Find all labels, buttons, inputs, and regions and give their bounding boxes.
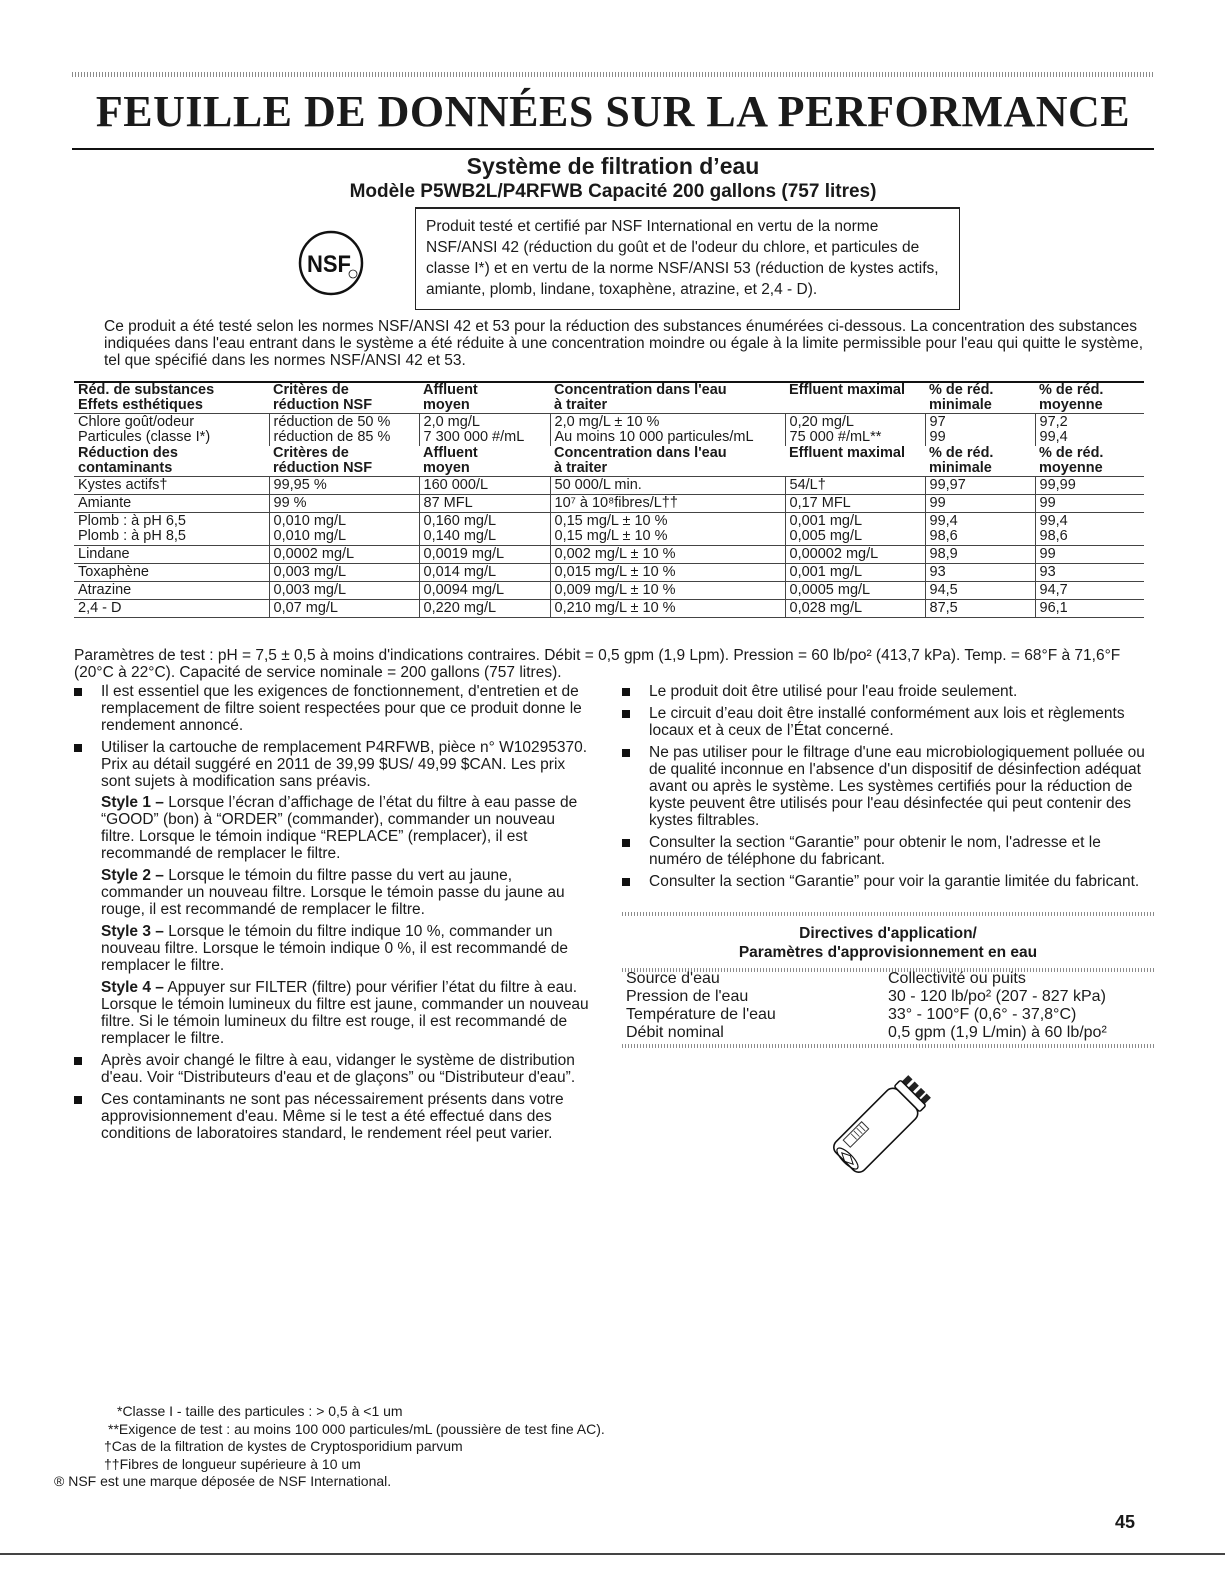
style-label: Style 4 – [101,979,164,996]
bullet-text: Ces contaminants ne sont pas nécessairement présents dans votre approvisionnement d'eau. Même si le test a été effectué dans des conditions de laboratoires standard, le rendement réel peut varier. [101,1091,564,1142]
table-row [74,495,1144,513]
table-header-row-cell: Concentration dans l'eau à traiter [554,445,727,476]
table-row [74,546,1144,564]
style-label: Style 2 – [101,867,164,884]
bullet-icon [622,749,630,757]
left-column [74,683,589,1147]
table-row-cell: Lindane [74,546,269,564]
table-row-cell: 0,028 mg/L [785,600,925,618]
table-header-row [74,382,1144,414]
table-row-cell: 96,1 [1035,600,1144,618]
table-row-cell: 97,2 99,4 [1035,414,1144,447]
bullet-text: Il est essentiel que les exigences de fonctionnement, d'entretien et de remplacement de filtre soient respectées pour que ce produit donne le rendement annoncé. [101,683,582,734]
table-header-row-cell: % de réd. moyenne [1035,382,1144,414]
page-title: FEUILLE DE DONNÉES SUR LA PERFORMANCE [95,87,1131,136]
table-row-cell: 99 % [269,495,419,513]
bullet-text: Ne pas utiliser pour le filtrage d'une eau microbiologiquement polluée ou de qualité inconnue en l'absence d'un dispositif de désinfection adéquat avant ou après le système. Les systèmes certifiés pour la réduction de kyste peuvent être utilisés pour l'eau désinfectée qui peut contenir des kystes filtrables. [649,744,1145,829]
nsf-logo-text: NSF [307,251,351,278]
list-item [622,873,1152,890]
bullet-icon [74,1057,82,1065]
table-row-cell: 0,003 mg/L [269,564,419,582]
bullet-text: Le circuit d’eau doit être installé conformément aux lois et règlements locaux et à ceux de l’État concerné. [649,705,1125,739]
table-header-row-cell: % de réd. minimale [929,445,994,476]
test-parameters: Paramètres de test : pH = 7,5 ± 0,5 à moins d'indications contraires. Débit = 0,5 gpm (1,9 Lpm). Pression = 60 lb/po² (413,7 kPa). Temp. = 68°F à 71,6°F (20°C à 22°C). Capacité de service nominale = 200 gallons (757 litres). [74,647,1121,681]
application-row-cell: 30 - 120 lb/po² (207 - 827 kPa) [888,988,1106,1005]
hatch-rule [622,912,1154,916]
section-subtitle: Système de filtration d’eau [466,153,760,179]
table-row-cell: 0,220 mg/L [419,600,550,618]
table-header-row-cell: Réduction des contaminants [78,445,178,476]
style-text: Lorsque l’écran d’affichage de l’état du filtre à eau passe de “GOOD” (bon) à “ORDER” (commander), commander un nouveau filtre. Lorsque le témoin indique “REPLACE” (remplacer), il est recommandé de remplacer le filtre. [101,794,578,862]
bullet-text: Utiliser la cartouche de remplacement P4RFWB, pièce n° W10295370. Prix au détail suggéré en 2011 de 39,99 $US/ 49,99 $CAN. Les prix sont sujets à modification sans préavis. [101,739,588,790]
water-filter-cartridge-illustration [820,1066,940,1186]
table-row-cell: 0,0002 mg/L [269,546,419,564]
table-row-cell: Toxaphène [74,564,269,582]
table-row-cell: Atrazine [74,582,269,600]
table-row-cell: 0,0005 mg/L [785,582,925,600]
table-row-cell: Plomb : à pH 6,5 Plomb : à pH 8,5 [74,513,269,546]
table-row-cell: 0,001 mg/L [785,564,925,582]
footnote: ® NSF est une marque déposée de NSF International. [54,1473,392,1489]
table-header-row-cell: Affluent moyen [423,445,478,476]
table-header-row-cell: Réd. de substances Effets esthétiques [74,382,269,414]
style-label: Style 3 – [101,923,164,940]
bullet-text: Consulter la section “Garantie” pour obtenir le nom, l'adresse et le numéro de téléphone du fabricant. [649,834,1101,868]
table-row-cell: 99,99 [1035,477,1144,495]
table-row [74,477,1144,495]
table-row-cell: 99 [925,495,1035,513]
table-row-cell: 0,001 mg/L 0,005 mg/L [785,513,925,546]
certification-box: Produit testé et certifié par NSF International en vertu de la norme NSF/ANSI 42 (réduction du goût et de l'odeur du chlore, et particules de classe I*) et en vertu de la norme NSF/ANSI 53 (réduction de kystes actifs, amiante, plomb, lindane, toxaphène, atrazine, et 2,4 - D). [415,207,960,310]
style-label: Style 1 – [101,794,164,811]
table-header-row-cell: Affluent moyen [419,382,550,414]
bullet-icon [622,688,630,696]
table-row-cell: 94,5 [925,582,1035,600]
bullet-icon [622,878,630,886]
list-item [622,834,1152,868]
table-row-cell: 54/L† [785,477,925,495]
table-row-cell: 99,4 98,6 [1035,513,1144,546]
table-row-cell: 0,003 mg/L [269,582,419,600]
application-subtitle: Paramètres d'approvisionnement en eau [738,944,1038,961]
table-row-cell: 10⁷ à 10⁸fibres/L†† [550,495,785,513]
table-row [74,513,1144,546]
application-row-cell: 33° - 100°F (0,6° - 37,8°C) [888,1006,1077,1023]
table-row-cell: 0,014 mg/L [419,564,550,582]
table-row-cell: 99,97 [925,477,1035,495]
application-row [626,1006,1154,1024]
list-item [74,683,589,734]
table-row-cell: 2,0 mg/L 7 300 000 #/mL [419,414,550,447]
table-row-cell: 87,5 [925,600,1035,618]
table-row-cell: 0,010 mg/L 0,010 mg/L [269,513,419,546]
table-row-cell: 99,4 98,6 [925,513,1035,546]
table-row-cell: 99 [1035,546,1144,564]
style-text: Appuyer sur FILTER (filtre) pour vérifier l’état du filtre à eau. Lorsque le témoin lumineux du filtre est jaune, commander un nouveau filtre. Si le témoin lumineux du filtre est rouge, il est recommandé de remplacer le filtre. [101,979,589,1047]
application-table-body [626,970,1154,1042]
table-row-cell: 94,7 [1035,582,1144,600]
application-title: Directives d'application/ [799,925,977,942]
style-2-paragraph [101,867,589,918]
bullet-icon [74,744,82,752]
table-header-row-cell: Effluent maximal [789,445,906,461]
list-item [622,705,1152,739]
performance-table [74,381,1144,618]
footnote: **Exigence de test : au moins 100 000 particules/mL (poussière de test fine AC). [108,1420,605,1437]
table-header-row-cell: % de réd. moyenne [1039,445,1104,476]
table-row-cell: 0,160 mg/L 0,140 mg/L [419,513,550,546]
page-number: 45 [1115,1512,1136,1532]
bottom-rule [0,1553,1225,1555]
table-row-cell: 0,07 mg/L [269,600,419,618]
intro-paragraph: Ce produit a été testé selon les normes NSF/ANSI 42 et 53 pour la réduction des substances énumérées ci-dessous. La concentration des substances indiquées dans l'eau entrant dans le système a été réduite à une concentration moindre ou égale à la limite permissible pour l'eau qui quitte le système, tel que spécifié dans les normes NSF/ANSI 42 et 53. [104,318,1144,369]
table-header-row-cell: Effluent maximal [785,382,925,414]
bullet-icon [74,1096,82,1104]
table-row [74,582,1144,600]
nsf-logo [298,230,364,296]
application-row [626,970,1154,988]
right-column [622,683,1152,895]
application-row [626,1024,1154,1042]
performance-table-body [74,382,1144,618]
application-row-cell: Pression de l'eau [626,988,749,1005]
table-row-cell: 93 [925,564,1035,582]
table-header-row-cell: Concentration dans l'eau à traiter [550,382,785,414]
bullet-icon [74,688,82,696]
style-text: Lorsque le témoin du filtre indique 10 %, commander un nouveau filtre. Lorsque le témoin indique 0 %, il est recommandé de remplacer le filtre. [101,923,568,974]
list-item [74,1091,589,1142]
application-row-cell: 0,5 gpm (1,9 L/min) à 60 lb/po² [888,1024,1107,1041]
table-row-cell: 99 [1035,495,1144,513]
bullet-icon [622,710,630,718]
table-row-cell: 0,15 mg/L ± 10 % 0,15 mg/L ± 10 % [550,513,785,546]
bullet-text: Le produit doit être utilisé pour l'eau froide seulement. [649,683,1018,700]
table-header-row [74,446,1144,477]
table-header-row-cell: Critères de réduction NSF [273,445,373,476]
table-row-cell: Chlore goût/odeur Particules (classe I*) [74,414,269,447]
list-item [622,683,1152,700]
table-row-cell: 0,17 MFL [785,495,925,513]
style-3-paragraph [101,923,589,974]
footnotes [54,1403,854,1491]
table-row-cell: 0,210 mg/L ± 10 % [550,600,785,618]
table-row-cell: 0,009 mg/L ± 10 % [550,582,785,600]
application-row-cell: Température de l'eau [626,1006,776,1023]
application-row-cell: Collectivité ou puits [888,970,1026,987]
application-section [622,912,1154,962]
table-row-cell: 97 99 [925,414,1035,447]
table-row [74,414,1144,447]
bullet-text: Consulter la section “Garantie” pour voir la garantie limitée du fabricant. [649,873,1140,890]
style-4-paragraph [101,979,589,1047]
application-row [626,988,1154,1006]
table-row [74,564,1144,582]
table-row-cell: 50 000/L min. [550,477,785,495]
application-table [626,970,1154,1042]
table-row-cell: 0,0094 mg/L [419,582,550,600]
model-line: Modèle P5WB2L/P4RFWB Capacité 200 gallons (757 litres) [349,181,877,202]
table-row [74,600,1144,618]
list-item [622,744,1152,829]
style-text: Lorsque le témoin du filtre passe du vert au jaune, commander un nouveau filtre. Lorsque le témoin passe du jaune au rouge, il est recommandé de remplacer le filtre. [101,867,565,918]
top-hatch-rule [72,72,1154,77]
table-row-cell: 0,015 mg/L ± 10 % [550,564,785,582]
style-1-paragraph [101,794,589,862]
table-row-cell: 93 [1035,564,1144,582]
bullet-icon [622,839,630,847]
table-row-cell: Amiante [74,495,269,513]
table-row-cell: réduction de 50 % réduction de 85 % [269,414,419,447]
table-row-cell: 2,4 - D [74,600,269,618]
table-row-cell: Kystes actifs† [74,477,269,495]
table-header-row-cell: % de réd. minimale [925,382,1035,414]
table-row-cell: 0,00002 mg/L [785,546,925,564]
footnote: †Cas de la filtration de kystes de Cryptosporidium parvum [104,1438,463,1454]
application-row-cell: Débit nominal [626,1024,724,1041]
hatch-rule [622,1044,1154,1048]
table-row-cell: 98,9 [925,546,1035,564]
table-row-cell: 0,002 mg/L ± 10 % [550,546,785,564]
footnote: ††Fibres de longueur supérieure à 10 um [104,1455,361,1472]
title-rule [72,148,1154,150]
footnote: *Classe I - taille des particules : > 0,5 à <1 um [117,1403,403,1419]
table-row-cell: 0,0019 mg/L [419,546,550,564]
table-row-cell: 87 MFL [419,495,550,513]
application-row-cell: Source d'eau [626,970,720,987]
table-row-cell: 2,0 mg/L ± 10 % Au moins 10 000 particules/mL [550,414,785,447]
bullet-text: Après avoir changé le filtre à eau, vidanger le système de distribution d'eau. Voir “Distributeurs d'eau et de glaçons” ou “Distributeur d'eau”. [101,1052,576,1086]
table-row-cell: 160 000/L [419,477,550,495]
table-row-cell: 99,95 % [269,477,419,495]
list-item [74,739,589,790]
table-header-row-cell: Critères de réduction NSF [269,382,419,414]
list-item [74,1052,589,1086]
table-row-cell: 0,20 mg/L 75 000 #/mL** [785,414,925,447]
